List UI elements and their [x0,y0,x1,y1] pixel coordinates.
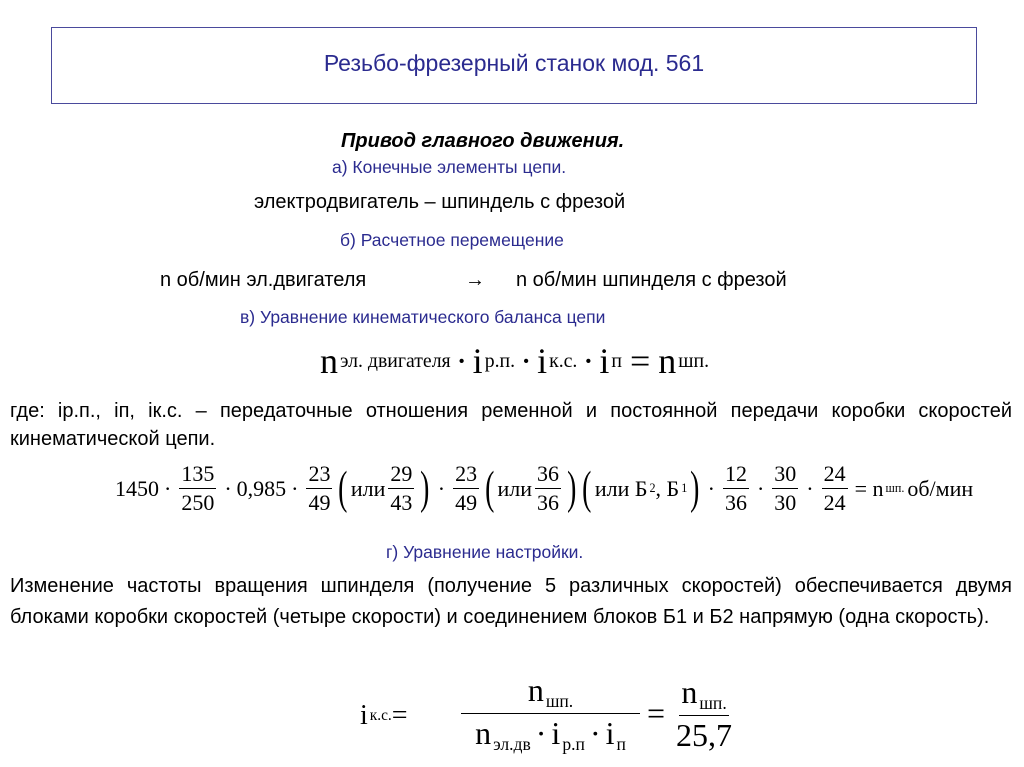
section-a-text: электродвигатель – шпиндель с фрезой [254,191,626,213]
eq2-or: или [497,475,533,501]
eq2-start: 1450 [115,475,159,501]
section-g-label: г) Уравнение настройки. [386,542,584,562]
section-a-label: а) Конечные элементы цепи. [332,157,567,177]
kinematic-balance-equation [320,340,709,382]
fraction: $\frac{29}{43}$ [390,461,413,515]
fraction: $\frac{135}{250}$ [181,461,215,515]
fraction: $\frac{12}{36}$ [724,461,747,515]
eq1-dot: · [520,341,533,381]
setting-equation: $\frac{n _{шп.}}{n _{эл.дв} \cdot i _{р.п} \cdot i _п}$ = $\frac{n _{шп.}}{25,7}$ [460,672,737,755]
eq2-coef: 0,985 [236,475,287,501]
fraction: $\frac{30}{30}$ [774,461,797,515]
section-b-left: n об/мин эл.двигателя [160,269,367,291]
fraction: $\frac{36}{36}$ [537,461,560,515]
fraction: $\frac{n _{шп.}}{n _{эл.дв} \cdot i _{р.п} \cdot i _п}$ [463,672,638,755]
fraction: $\frac{24}{24}$ [823,461,846,515]
fraction: $\frac{23}{49}$ [308,461,331,515]
paren: ( [582,462,592,514]
eq2-or-b: или Б [594,475,648,501]
eq1-i2-sub: к.с. [549,349,578,372]
eq1-i: i [599,341,610,381]
slide-title: Резьбо-фрезерный станок мод. 561 [323,50,705,76]
section-g-paragraph: Изменение частоты вращения шпинделя (получение 5 различных скоростей) обеспечивается двумя блоками коробки скоростей (четыре скорости) и соединением блоков Б1 и Б2 напрямую (одна скорость). [10,575,1012,628]
section-heading: Привод главного движения. [341,130,625,152]
eq1-dot: · [582,341,595,381]
eq1-equals: = [629,341,651,381]
arrow-icon: → [465,269,485,291]
paren: ( [485,462,495,514]
eq1-n-sub: эл. двигателя [340,349,451,372]
fraction: $\frac{23}{49}$ [455,461,478,515]
eq1-rhs-sub: шп. [678,349,710,372]
title-box [51,27,977,104]
where-paragraph: где: iр.п., iп, iк.с. – передаточные отношения ременной и постоянной передачи коробки скоростей кинематической цепи. [10,400,1012,450]
eq1-rhs-n: n [658,341,677,381]
eq2-rhs: = n [854,475,884,501]
paren: ( [338,462,348,514]
section-b-label: б) Расчетное перемещение [340,230,564,250]
eq1-i3-sub: п [611,349,622,372]
ratio-lhs: i к.с. = [360,700,408,731]
eq1-i1-sub: р.п. [484,349,516,372]
paren: ) [690,462,700,514]
eq1-dot: · [455,341,468,381]
fraction: $\frac{n _{шп.}}{25,7}$ [676,673,733,753]
eq2-or: или [350,475,386,501]
eq1-i: i [472,341,483,381]
speed-equation: 1450 · $\frac{135}{250}$ · 0,985 · $\frac{23}{49}$ ( или $\frac{29}{43}$ ) · $\frac{23}{49}$ ( или $\frac{36}{36}$ ) ( или Б 2 , Б 1 ) · $\frac{12}{36}$ · $\frac{30}{30}$ · $\frac{24}{24}$ = n шп. об/мин [115,461,974,515]
eq1-i: i [537,341,548,381]
eq2-unit: об/мин [907,475,974,501]
section-v-label: в) Уравнение кинематического баланса цепи [240,307,606,327]
paren: ) [420,462,430,514]
paren: ) [567,462,577,514]
section-b-right: n об/мин шпинделя с фрезой [516,269,787,291]
eq1-n: n [320,341,338,381]
